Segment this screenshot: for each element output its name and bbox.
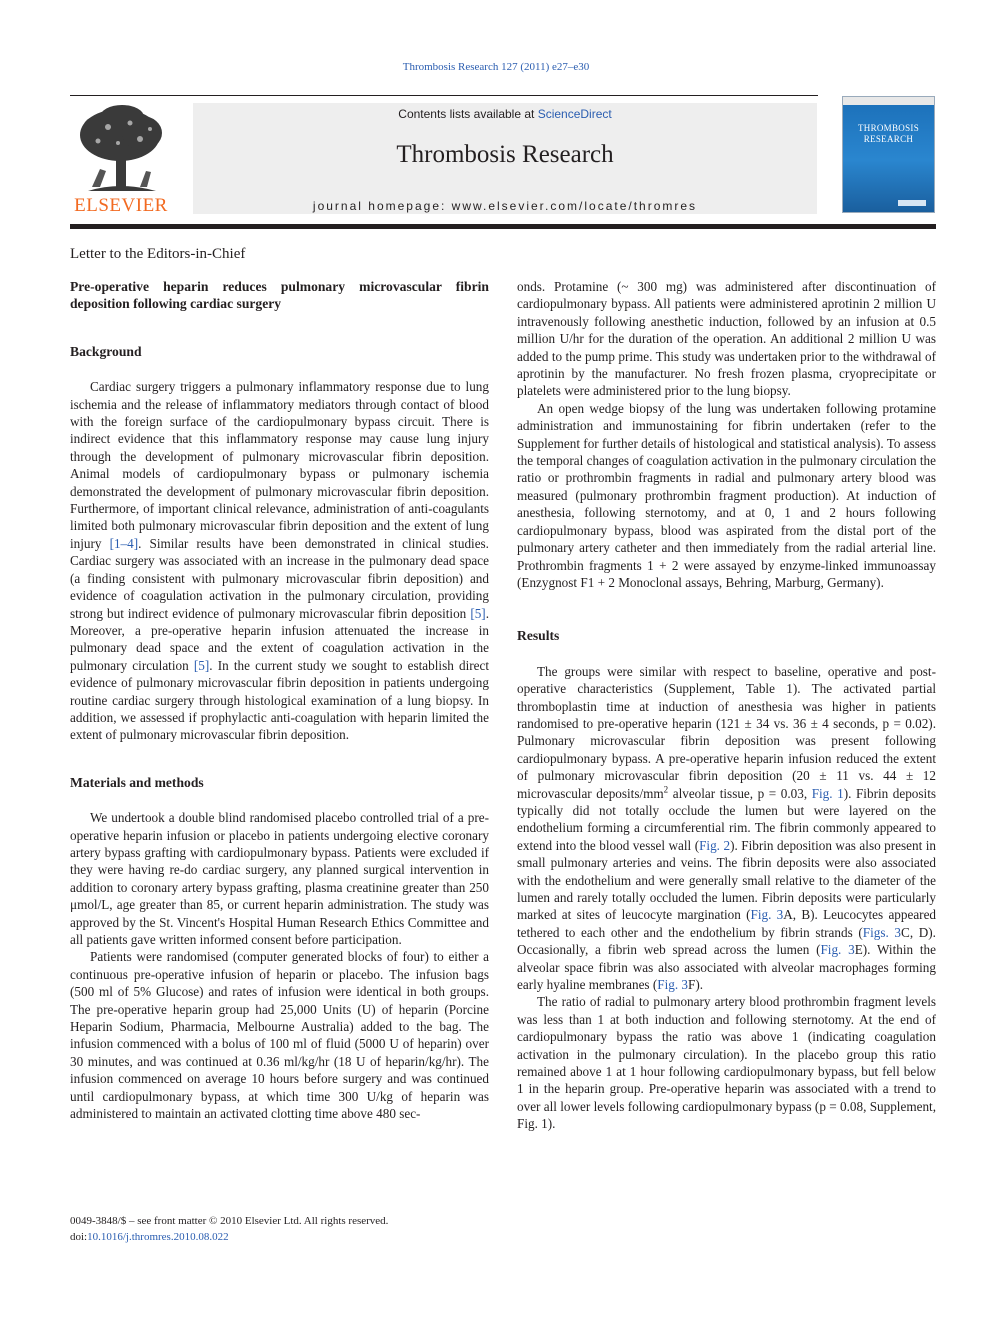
contents-line bbox=[193, 107, 817, 121]
results-text-4: ). Fibrin deposition was also present in small pulmonary arteries and veins. The fibrin deposits were also associated with the endothelium and were generally small relative to the diameter of the lumen and rarely totally occluded the lumen. Fibrin deposits were particularly marked at sites of leucocyte margination ( bbox=[517, 837, 936, 923]
fig-link-2[interactable]: Fig. 2 bbox=[699, 837, 731, 853]
results-text-1: The groups were similar with respect to baseline, operative and post-operative characteristics (Supplement, Table 1). The activated partial thromboplastin time at induction of anesthesia was higher in patients randomised to pre-operative heparin (121 ± 34 vs. 36 ± 4 seconds, p = 0.02). Pulmonary microvascular fibrin deposition was present following cardiopulmonary bypass. A pre-operative heparin infusion reduced the extent of pulmonary microvascular fibrin deposition (20 ± 11 vs. 44 ± 12 microvascular deposits/mm bbox=[517, 663, 936, 801]
journal-name: Thrombosis Research bbox=[396, 141, 614, 168]
cover-title-line-1: THROMBOSIS bbox=[857, 123, 919, 133]
journal-banner bbox=[193, 103, 817, 214]
background-text-1: Cardiac surgery triggers a pulmonary inflammatory response due to lung ischemia and the release of inflammatory mediators through contact of blood with the foreign surface of the cardiopulmonary bypass circuit. There is indirect evidence that this inflammatory response may cause lung injury through the development of pulmonary microvascular fibrin deposition. Animal models of cardiopulmonary bypass or pulmonary ischemia demonstrated the development of pulmonary microvascular fibrin deposition. Furthermore, of important clinical relevance, administration of anti-coagulants limited both pulmonary microvascular fibrin deposition and the extent of lung injury bbox=[70, 379, 489, 551]
left-column bbox=[70, 278, 489, 1122]
cover-top-strip bbox=[843, 97, 934, 105]
background-text-4: . In the current study we sought to establish direct evidence of pulmonary microvascular fibrin deposition in patients undergoing routine cardiac surgery through histological examination of a lung biopsy. In addition, we assessed if prophylactic anti-coagulation with heparin limited the extent of pulmonary microvascular fibrin deposition. bbox=[70, 657, 489, 743]
top-rule bbox=[70, 95, 818, 96]
ref-link-5b[interactable]: [5] bbox=[193, 657, 210, 673]
ref-link-5a[interactable]: [5] bbox=[470, 605, 486, 621]
methods-paragraph-4: An open wedge biopsy of the lung was undertaken following protamine administration and immunostaining for fibrin undertaken (refer to the Supplement for further details of histological and statistical analysis). To assess the temporal changes of coagulation activation in the pulmonary circulation the ratio or prothrombin fragments in radial and pulmonary artery blood was measured (pulmonary prothrombin fragment production). At induction of anesthesia, following sternotomy, and at 0, 1 and 2 hours following cardiopulmonary bypass, blood was aspirated from the distal port of the pulmonary artery catheter and then immediately from the radial arterial line. Prothrombin fragments 1 + 2 were assayed by enzyme-linked immunoassay (Enzygnost F1 + 2 Monoclonal assays, Behring, Marburg, Germany). bbox=[517, 400, 936, 590]
results-text-3: ). Fibrin deposits typically did not totally occlude the lumen but were layered on the endothelium forming a circumferential rim. The fibrin commonly appeared to extend into the blood vessel wall ( bbox=[517, 785, 936, 853]
tree-icon bbox=[70, 103, 172, 195]
right-column bbox=[517, 278, 936, 1133]
elsevier-wordmark: ELSEVIER bbox=[74, 195, 168, 216]
fig-link-3f[interactable]: Fig. 3 bbox=[657, 977, 689, 993]
results-text-7: E). Within the alveolar space fibrin was also associated with alveolar macrophages forming early hyaline membranes ( bbox=[517, 942, 937, 993]
cover-title bbox=[843, 123, 934, 145]
methods-heading: Materials and methods bbox=[70, 774, 204, 790]
background-text-3: . Moreover, a pre-operative heparin infusion attenuated the increase in pulmonary dead space and the extent of coagulation activation in the pulmonary circulation bbox=[70, 605, 489, 673]
superscript-2: 2 bbox=[663, 784, 669, 795]
methods-paragraph-3: onds. Protamine (~ 300 mg) was administered after discontinuation of cardiopulmonary bypass. All patients were administered aprotinin 2 million U intravenously following anesthetic induction, followed by an infusion at 0.5 million U/hr for the duration of the operation. An additional 2 million U was added to the pump prime. This study was undertaken prior to the withdrawal of aprotinin by the manufacturer. No fresh frozen plasma, cryoprecipitate or platelets were administered prior to the lung biopsy. bbox=[517, 279, 936, 399]
results-text-2: alveolar tissue, p = 0.03, bbox=[668, 785, 812, 801]
fig-link-3e[interactable]: Fig. 3 bbox=[820, 942, 855, 958]
methods-paragraph-2: Patients were randomised (computer generated blocks of four) to either a continuous pre-operative infusion of heparin or placebo. The infusion bags (500 ml of 5% Glucose) and rates of infusion were identical in both groups. The pre-operative heparin group had 25,000 Units (U) of heparin (Porcine Heparin Sodium, Pharmacia, Melbourne Australia) added to the bag. The infusion commenced with a bolus of 100 ml of fluid (5000 U of heparin) over 30 minutes, and was continued at 0.36 ml/kg/hr (18 U of heparin/kg/hr). The infusion commenced on average 10 hours before surgery and was continued until cardiopulmonary bypass, at which time 300 U/kg of heparin was administered to maintain an activated clotting time above 480 sec- bbox=[70, 949, 489, 1122]
results-text-8: F). bbox=[688, 977, 704, 993]
background-heading: Background bbox=[70, 343, 142, 359]
journal-homepage[interactable]: journal homepage: www.elsevier.com/locate/thromres bbox=[312, 199, 698, 213]
methods-paragraph-1: We undertook a double blind randomised placebo controlled trial of a pre-operative heparin infusion or placebo in patients undergoing elective coronary artery bypass grafting with cardiopulmonary bypass. Patients were excluded if they were having re-do cardiac surgery, any planned surgical intervention in addition to coronary artery bypass grafting, plasma creatinine greater than 250 μmol/L, age greater than 85, or current heparin administration. The study was approved by the St. Vincent's Hospital Human Research Ethics Committee and all patients gave written informed consent before participation. bbox=[70, 810, 489, 947]
contents-prefix: Contents lists available at bbox=[398, 107, 538, 121]
background-paragraph bbox=[70, 378, 489, 744]
doi-link[interactable]: 10.1016/j.thromres.2010.08.022 bbox=[87, 1231, 229, 1243]
results-paragraph-1 bbox=[517, 663, 936, 994]
header-thick-rule bbox=[70, 224, 936, 229]
journal-cover[interactable] bbox=[842, 96, 935, 213]
cover-title-line-2: RESEARCH bbox=[863, 134, 914, 144]
journal-citation[interactable]: Thrombosis Research 127 (2011) e27–e30 bbox=[402, 61, 590, 73]
section-type: Letter to the Editors-in-Chief bbox=[70, 246, 246, 262]
cover-publisher-mark bbox=[898, 200, 926, 206]
ref-link-1-4[interactable]: [1–4] bbox=[109, 535, 139, 551]
copyright-line: 0049-3848/$ – see front matter © 2010 Elsevier Ltd. All rights reserved. bbox=[70, 1215, 389, 1227]
page-footer bbox=[70, 1213, 388, 1245]
results-heading: Results bbox=[517, 628, 560, 644]
results-text-5: A, B). Leucocytes appeared tethered to each other and the endothelium by fibrin strands ( bbox=[517, 907, 937, 940]
fig-link-3a[interactable]: Fig. 3 bbox=[750, 907, 784, 923]
doi-line bbox=[70, 1229, 388, 1245]
doi-prefix: doi: bbox=[70, 1231, 88, 1243]
sciencedirect-link[interactable]: ScienceDirect bbox=[537, 107, 612, 121]
results-paragraph-2: The ratio of radial to pulmonary artery blood prothrombin fragment levels was less than 1 at both induction and following sternotomy. At the end of cardiopulmonary bypass the ratio was above 1 (indicating coagulation activation in the pulmonary circulation). In the placebo group this ratio remained above 1 at 1 hour following cardiopulmonary bypass, but fell below 1 in the heparin group. Pre-operative heparin was associated with a trend to over all lower levels following cardiopulmonary bypass (p = 0.08, Supplement, Fig. 1). bbox=[517, 994, 936, 1132]
background-text-2: . Similar results have been demonstrated in clinical studies. Cardiac surgery was associated with an increase in the pulmonary dead space (a finding consistent with pulmonary microvascular fibrin deposition) and evidence of coagulation activation in the pulmonary circulation, providing strong but indirect evidence of pulmonary microvascular fibrin deposition bbox=[70, 535, 489, 621]
fig-link-3c[interactable]: Figs. 3 bbox=[862, 924, 902, 940]
results-text-6: C, D). Occasionally, a fibrin web spread across the lumen ( bbox=[517, 924, 936, 958]
fig-link-1[interactable]: Fig. 1 bbox=[811, 785, 844, 801]
article-title: Pre-operative heparin reduces pulmonary microvascular fibrin deposition following cardiac surgery bbox=[70, 279, 489, 312]
